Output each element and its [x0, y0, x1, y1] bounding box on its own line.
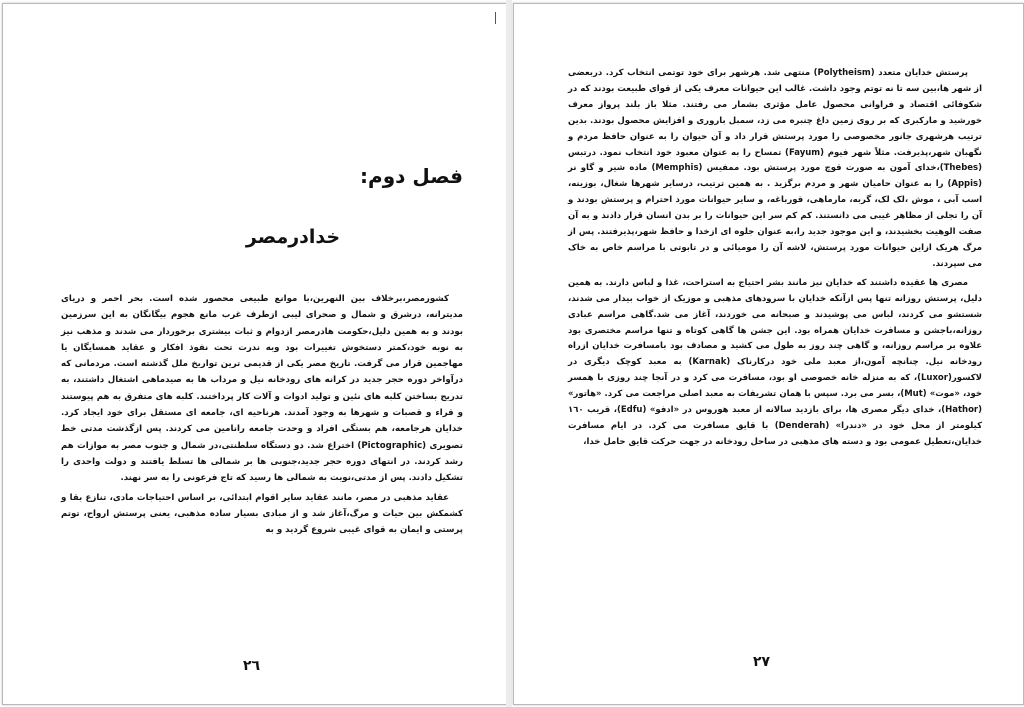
paragraph: کشورمصر،برخلاف بین النهرین،با موانع طبیعی محصور شده است. بحر احمر و دریای مدیترانه، درشرق و شمال و صحرای لیبی ازطرف غرب مانع هجوم بیگانگان به این سرزمین بودند و به همین دلیل،حکومت هادرمصر ازدوام و ثبات بیشتری برخوردار می شدند و مذهب نیز به نوبه خود،کمتر دستخوش تغییرات بود وبه ندرت تحت نفوذ افکار و عقاید همسایگان یا مهاجمین قرار می گرفت. تاریخ مصر یکی از قدیمی ترین تواریخ ملل گذشته است. مردمانی که درآواخر دوره حجر جدید در کرانه های رودخانه نیل و مرداب ها به صیدماهی اشتغال داشتند، به تدریج بساختن کلبه های نئین و تولید ادوات و آلات کار پرداختند. کلبه های متفرق به هم پیوستند و قراء و قصبات و شهرها به وجود آمدند. هرناحیه ای، جامعه ای مستقل برای خود ایجاد کرد. خدایان هرجامعه، هم بستگی افراد و وحدت جامعه رانامین می کردند. پس ازگذشت مدتی خط تصویری (Pictographic) اختراع شد. دو دستگاه سلطنتی،در شمال و جنوب مصر به موازات هم رشد کردند. در انتهای دوره حجر جدید،جنوبی ها بر شمالی ها تسلط یافتند و دولت واحدی را تشکیل دادند. پس از مدتی،نوبت به شمالی ها رسید که تاج فرعونی را به سر نهند. — [61, 294, 463, 484]
right-body-text — [568, 66, 982, 451]
paragraph: عقاید مذهبی در مصر، مانند عقاید سایر اقوام ابتدائی، بر اساس احتیاجات مادی، تنازع بقا و کشمکش بین حیات و مرگ،آغاز شد و از مبادی بسیار ساده مذهبی، یعنی پرستش ارواح، توتم پرستی و ایمان به قوای غیبی شروع گردید و به — [61, 492, 463, 536]
page-number-right: ٢٧ — [753, 654, 771, 670]
left-body-text — [61, 291, 463, 538]
chapter-heading: فصل دوم: — [360, 164, 463, 188]
right-page — [513, 3, 1024, 705]
paragraph: مصری ها عقیده داشتند که خدایان نیز مانند بشر احتیاج به استراحت، غذا و لباس دارند. به همین دلیل، پرستش روزانه تنها پس ازآنکه خدایان با سرودهای مذهبی و موزیک از خواب بیدار می شدند، شستشو می کردند، لباس می پوشیدند و صبحانه می خوردند، آغاز می شد.گاهی مراسم عبادی روزانه،باجشن و مسافرت خدایان همراه بود. این جشن ها گاهی کوتاه و تنها مراسم مختصری بود علاوه بر مراسم روزانه، و گاهی چند روز به طول می کشید و مصادف بود بامسافرت خدایان ازراه رودخانه نیل. چنانچه آمون،از معبد ملی خود درکارناک (Karnak) به معبد کوچک دیگری در لاکسور(Luxor)، که به منزله خانه خصوصی او بود، مسافرت می کرد و در آنجا چند روزی با همسر خود، «موت» (Mut)، بسر می برد. سپس با همان تشریفات به معبد اصلی مراجعت می کرد. «هاتور» (Hathor)، خدای دیگر مصری ها، برای بازدید سالانه از معبد هوروس در «ادفو» (Edfu)، قریب ١٦٠ کیلومتر از محل خود در «دندرا» (Denderah) با قایق مسافرت می کرد. در ایام مسافرت خدایان،تعطیل عمومی بود و دسته های مذهبی در ساحل رودخانه در جهت حرکت قایق حامل خدا، — [568, 277, 983, 447]
paragraph: پرستش خدایان متعدد (Polytheism) منتهی شد. هرشهر برای خود توتمی انتخاب کرد. دربعضی از شهر ها،بین سه تا نه توتم وجود داشت. غالب این حیوانات معرف یکی از قوای طبیعت بودند که در شکوفائی اقتصاد و فراوانی محصول عامل مؤثری بشمار می رفتند. مثلا باز بلند پرواز معرف خورشید و مارکبری که بر روی زمین داغ چنبره می زد، سمبل باروری و افزایش محصول بودند. بدین ترتیب هرشهری جانور مخصوصی را مورد پرستش قرار داد و آن حیوان را به عنوان حافظ مردم و نگهبان شهر،پذیرفت. مثلاً شهر فیوم (Fayum) تمساح را به عنوان معبود خود انتخاب نمود. درتبس (Thebes)،خدای آمون به صورت قوچ مورد پرستش بود. ممفیس (Memphis) ماده شیر و گاو نر (Appis) را به عنوان حامیان شهر و مردم برگزید . به همین ترتیب، درسایر شهرها شغال، بوزینه، اسب آبی ، موش ،لک لک، گربه، مارماهی، قورباغه، و سایر حیوانات مورد احترام و پرستش بودند و آن را تجلی از مظاهر غیبی می دانستند. کم کم سر این حیوانات را بر بدن انسان قرار دادند و به آن صفت الوهیت بخشیدند، و این موجود جدید را،به عنوان جلوه ای ازخدا و حافظ شهر،پذیرفتند. پس از مرگ هریک ازاین حیوانات مورد پرستش، لاشه آن را مومیائی و در تابوتی با مراسم خاص به خاک می سپردند. — [568, 68, 982, 269]
left-page — [2, 3, 507, 705]
margin-mark — [495, 12, 496, 24]
chapter-title: خدادرمصر — [245, 226, 341, 248]
page-number-left: ٢٦ — [243, 658, 261, 674]
book-gutter — [506, 0, 512, 707]
